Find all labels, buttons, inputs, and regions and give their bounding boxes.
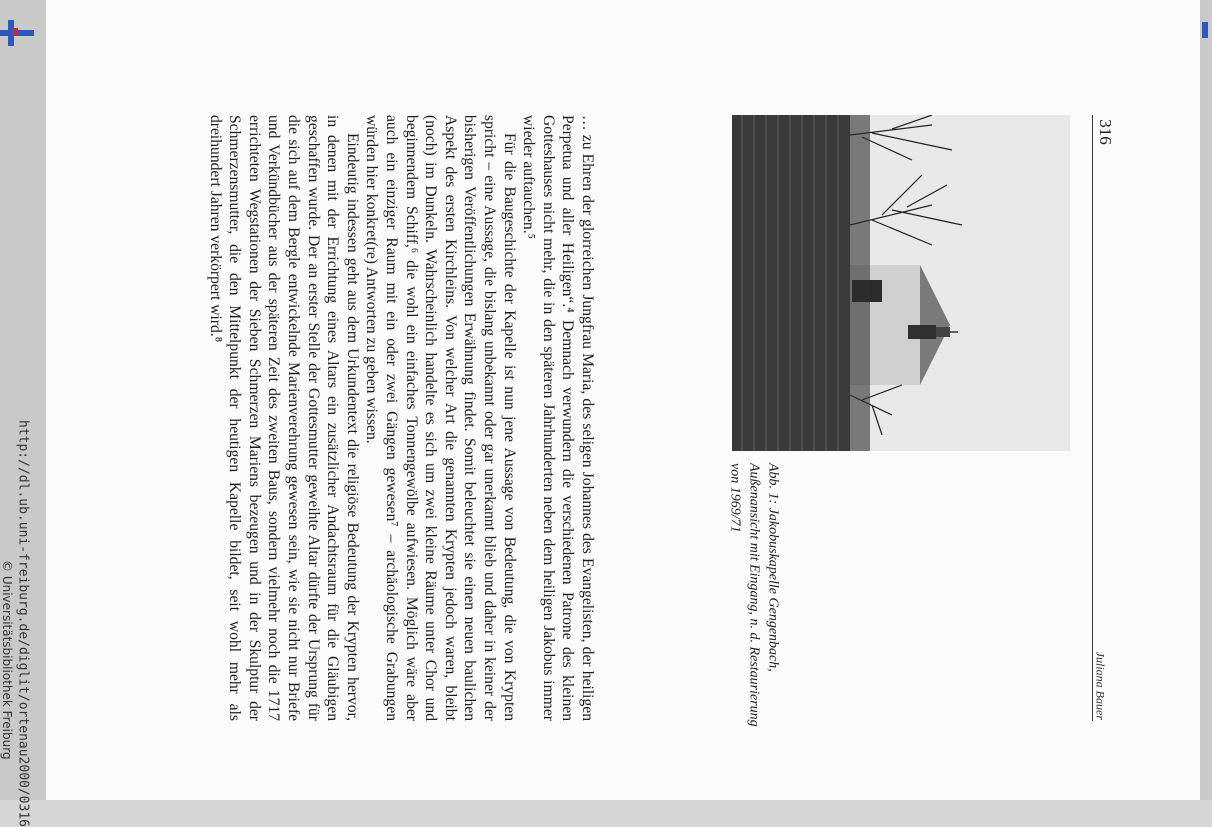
header-rule — [1092, 115, 1093, 721]
figure-caption: Abb. 1: Jakobuskapelle Gengenbach, Außenansicht mit Eingang, n. d. Restaurierung von 1969/71 — [727, 463, 781, 727]
source-url: http://dl.ub.uni-freiburg.de/diglit/ortenau2000/0316 — [15, 420, 31, 827]
paragraph: … zu Ehren der glorreichen Jungfrau Maria, des seligen Johannes des Evangelisten, der heiligen Perpetua und aller Heiligen“.⁴ Demnach verwundern die verschiedenen Patrone des kleinen Gotteshauses nicht mehr, die in den späteren Jahrhunderten neben dem heiligen Jakobus immer wieder auftauchen.⁵ — [519, 115, 596, 721]
scan-color-marker — [1202, 22, 1208, 38]
copyright-notice: © Universitätsbibliothek Freiburg — [0, 560, 14, 760]
viewer-right-margin — [1200, 0, 1212, 800]
body-text — [128, 115, 673, 721]
page-number: 316 — [1096, 119, 1115, 145]
scan-color-marker — [14, 28, 18, 36]
chapel-photo-image — [732, 115, 1070, 451]
chapel-photograph — [732, 115, 1070, 451]
running-head-author: Juliana Bauer — [1093, 651, 1108, 720]
paragraph: Eindeutig indessen geht aus dem Urkundentext die religiöse Bedeutung der Krypten hervor, in denen mit der Errichtung eines Altars ein zusätzlicher Andachtsraum für die Gläubigen geschaffen wurde. Der an erster Stelle der Gottesmutter geweihte Altar dürfte der Ursprung für die sich auf dem Bergle entwickelnde Marienverehrung gewesen sein, wie sie nicht nur Briefe und Verkündbücher aus der späteren Zeit des zweiten Baus, sondern vielmehr noch die 1717 errichteten Wegstationen der Sieben Schmerzen Mariens bezeugen und in der Skulptur der Schmerzensmutter, die den Mittelpunkt der heutigen Kapelle bildet, seit wohl mehr als dreihundert Jahren verkörpert wird.⁸ — [206, 115, 361, 721]
paragraph: Für die Baugeschichte der Kapelle ist nun jene Aussage von Bedeutung, die von Krypten spricht – eine Aussage, die bislang unbekannt oder gar unerkannt blieb und daher in keiner der bisherigen Veröffentlichungen Erwähnung findet. Somit beleuchtet sie einen neuen baulichen Aspekt des ersten Kirchleins. Von welcher Art die genannten Krypten jedoch waren, bleibt (noch) im Dunkeln. Wahrscheinlich handelte es sich um zwei kleine Räume unter Chor und beginnendem Schiff,⁶ die wohl ein einfaches Tonnengewölbe aufwiesen. Möglich wäre aber auch ein einziger Raum mit ein oder zwei Gängen gewesen⁷ – archäologische Grabungen würden hier konkret(re) Antworten zu geben wissen. — [362, 115, 518, 721]
